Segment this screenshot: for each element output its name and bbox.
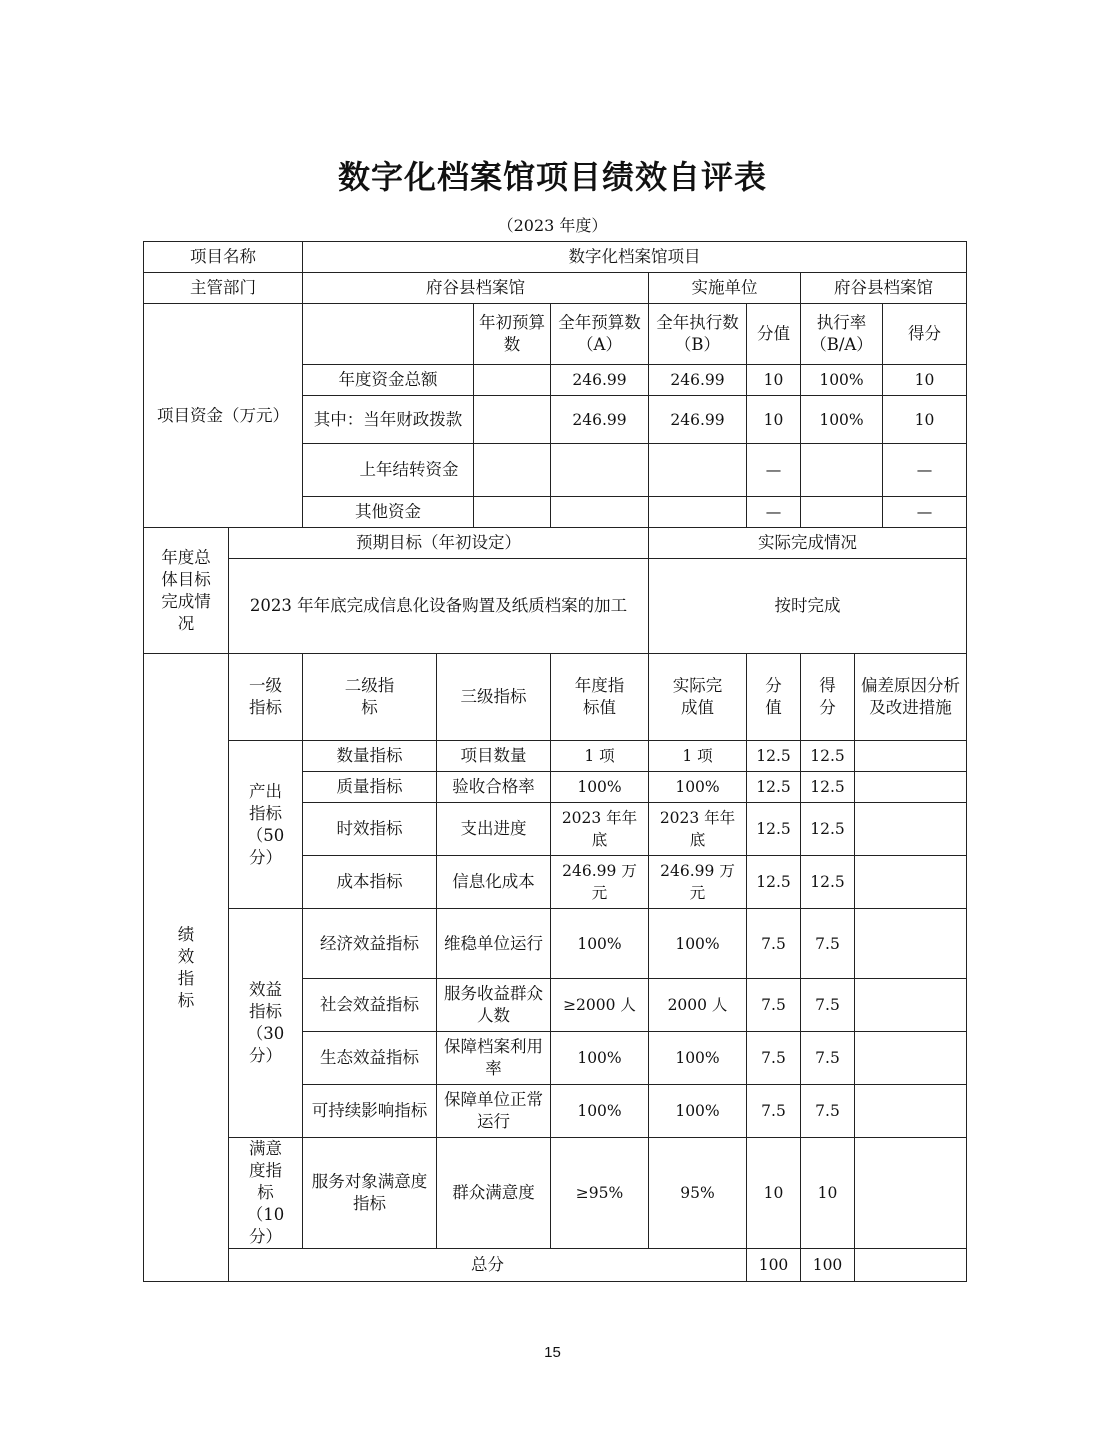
funds-row-weight: 10 [747, 365, 801, 396]
goals-actual-header: 实际完成情况 [649, 528, 967, 559]
indicator-weight: 7.5 [747, 1085, 801, 1138]
department-value: 府谷县档案馆 [303, 273, 649, 304]
self-evaluation-table [143, 241, 967, 1282]
indicator-level2: 质量指标 [303, 772, 437, 803]
indicator-row [144, 741, 967, 772]
indicator-actual: 100% [649, 1032, 747, 1085]
funds-row-score: — [883, 497, 967, 528]
funds-row-executed: 246.99 [649, 396, 747, 444]
funds-label: 项目资金（万元） [144, 304, 303, 528]
indicators-header-level2: 二级指标 [303, 654, 437, 741]
indicator-note [855, 803, 967, 856]
goals-content-row [144, 559, 967, 654]
indicator-level3: 保障单位正常运行 [437, 1085, 551, 1138]
indicator-target: 100% [551, 1085, 649, 1138]
department-row [144, 273, 967, 304]
implementer-label: 实施单位 [649, 273, 801, 304]
indicator-target: 2023 年年底 [551, 803, 649, 856]
indicator-actual: 100% [649, 772, 747, 803]
funds-row-executed [649, 497, 747, 528]
funds-row-rate [801, 444, 883, 497]
total-label: 总分 [229, 1249, 747, 1282]
indicator-weight: 7.5 [747, 909, 801, 979]
indicator-score: 12.5 [801, 741, 855, 772]
indicator-target: ≥95% [551, 1138, 649, 1249]
indicator-weight: 10 [747, 1138, 801, 1249]
indicator-level2: 成本指标 [303, 856, 437, 909]
indicator-group-label: 满意度指标（10 分） [229, 1138, 303, 1249]
indicator-level3: 信息化成本 [437, 856, 551, 909]
indicator-score: 7.5 [801, 909, 855, 979]
indicator-actual: 2000 人 [649, 979, 747, 1032]
funds-row-executed: 246.99 [649, 365, 747, 396]
indicator-level2: 时效指标 [303, 803, 437, 856]
total-note [855, 1249, 967, 1282]
department-label: 主管部门 [144, 273, 303, 304]
funds-row-annual [551, 444, 649, 497]
indicator-score: 12.5 [801, 803, 855, 856]
indicator-weight: 12.5 [747, 856, 801, 909]
funds-row-score: 10 [883, 365, 967, 396]
total-score: 100 [801, 1249, 855, 1282]
project-name-value: 数字化档案馆项目 [303, 242, 967, 273]
indicator-level2: 经济效益指标 [303, 909, 437, 979]
indicator-weight: 7.5 [747, 979, 801, 1032]
indicator-score: 10 [801, 1138, 855, 1249]
project-name-label: 项目名称 [144, 242, 303, 273]
funds-row-initial [474, 444, 551, 497]
indicator-note [855, 1085, 967, 1138]
funds-header-annual: 全年预算数（A） [551, 304, 649, 365]
funds-row-label: 上年结转资金 [303, 444, 474, 497]
total-row [144, 1249, 967, 1282]
indicators-header-score: 得分 [801, 654, 855, 741]
indicator-level3: 保障档案利用率 [437, 1032, 551, 1085]
indicator-level3: 验收合格率 [437, 772, 551, 803]
indicator-level2: 可持续影响指标 [303, 1085, 437, 1138]
year-subtitle: （2023 年度） [497, 216, 608, 235]
indicator-level3: 群众满意度 [437, 1138, 551, 1249]
indicator-score: 7.5 [801, 1085, 855, 1138]
funds-row-score: — [883, 444, 967, 497]
funds-row-annual [551, 497, 649, 528]
indicator-level3: 支出进度 [437, 803, 551, 856]
indicator-level3: 维稳单位运行 [437, 909, 551, 979]
indicators-header-level3: 三级指标 [437, 654, 551, 741]
indicator-level2: 数量指标 [303, 741, 437, 772]
funds-header-score: 得分 [883, 304, 967, 365]
funds-row-weight: — [747, 444, 801, 497]
indicator-weight: 12.5 [747, 803, 801, 856]
funds-header-initial: 年初预算数 [474, 304, 551, 365]
indicator-score: 12.5 [801, 856, 855, 909]
indicator-target: ≥2000 人 [551, 979, 649, 1032]
indicators-header-level1: 一级指标 [229, 654, 303, 741]
funds-row-initial [474, 365, 551, 396]
indicator-level2: 社会效益指标 [303, 979, 437, 1032]
goals-label: 年度总体目标完成情况 [144, 528, 229, 654]
funds-row-label: 其中：当年财政拨款 [303, 396, 474, 444]
indicator-score: 7.5 [801, 1032, 855, 1085]
indicator-weight: 12.5 [747, 741, 801, 772]
indicator-target: 1 项 [551, 741, 649, 772]
indicator-target: 100% [551, 1032, 649, 1085]
total-weight: 100 [747, 1249, 801, 1282]
indicator-actual: 2023 年年底 [649, 803, 747, 856]
funds-row-initial [474, 497, 551, 528]
indicators-header-weight: 分值 [747, 654, 801, 741]
indicator-target: 100% [551, 772, 649, 803]
indicator-actual: 1 项 [649, 741, 747, 772]
funds-row-initial [474, 396, 551, 444]
funds-row-score: 10 [883, 396, 967, 444]
indicator-score: 7.5 [801, 979, 855, 1032]
project-name-row [144, 242, 967, 273]
indicator-level3: 项目数量 [437, 741, 551, 772]
funds-header-executed: 全年执行数（B） [649, 304, 747, 365]
implementer-value: 府谷县档案馆 [801, 273, 967, 304]
indicator-level2: 服务对象满意度指标 [303, 1138, 437, 1249]
page-number: 15 [544, 1344, 561, 1361]
indicator-score: 12.5 [801, 772, 855, 803]
indicator-row [144, 909, 967, 979]
funds-row-weight: — [747, 497, 801, 528]
funds-row-rate [801, 497, 883, 528]
indicator-actual: 100% [649, 909, 747, 979]
indicator-weight: 12.5 [747, 772, 801, 803]
indicators-label: 绩效指标 [144, 654, 229, 1282]
goals-actual-value: 按时完成 [649, 559, 967, 654]
goals-expected-header: 预期目标（年初设定） [229, 528, 649, 559]
indicator-actual: 246.99 万元 [649, 856, 747, 909]
indicator-note [855, 1138, 967, 1249]
indicator-actual: 100% [649, 1085, 747, 1138]
funds-row-rate: 100% [801, 396, 883, 444]
indicator-note [855, 979, 967, 1032]
funds-row-label: 年度资金总额 [303, 365, 474, 396]
page-title: 数字化档案馆项目绩效自评表 [337, 158, 767, 196]
funds-row-annual: 246.99 [551, 365, 649, 396]
indicator-note [855, 1032, 967, 1085]
funds-row-rate: 100% [801, 365, 883, 396]
goals-expected-value: 2023 年年底完成信息化设备购置及纸质档案的加工 [229, 559, 649, 654]
funds-header-rate: 执行率（B/A） [801, 304, 883, 365]
indicator-group-label: 产出指标（50 分） [229, 741, 303, 909]
indicator-note [855, 741, 967, 772]
indicator-note [855, 856, 967, 909]
indicator-note [855, 772, 967, 803]
indicator-level3: 服务收益群众人数 [437, 979, 551, 1032]
indicator-weight: 7.5 [747, 1032, 801, 1085]
indicator-actual: 95% [649, 1138, 747, 1249]
indicator-target: 100% [551, 909, 649, 979]
funds-row-annual: 246.99 [551, 396, 649, 444]
indicators-header-actual: 实际完成值 [649, 654, 747, 741]
funds-row-executed [649, 444, 747, 497]
funds-header-row [144, 304, 967, 365]
indicators-header-target: 年度指标值 [551, 654, 649, 741]
indicator-level2: 生态效益指标 [303, 1032, 437, 1085]
indicators-header-row [144, 654, 967, 741]
indicators-header-note: 偏差原因分析及改进措施 [855, 654, 967, 741]
funds-header-blank [303, 304, 474, 365]
indicator-target: 246.99 万元 [551, 856, 649, 909]
funds-header-weight: 分值 [747, 304, 801, 365]
indicator-row [144, 1138, 967, 1249]
goals-header-row [144, 528, 967, 559]
funds-row-weight: 10 [747, 396, 801, 444]
funds-row-label: 其他资金 [303, 497, 474, 528]
indicator-group-label: 效益指标（30 分） [229, 909, 303, 1138]
indicator-note [855, 909, 967, 979]
